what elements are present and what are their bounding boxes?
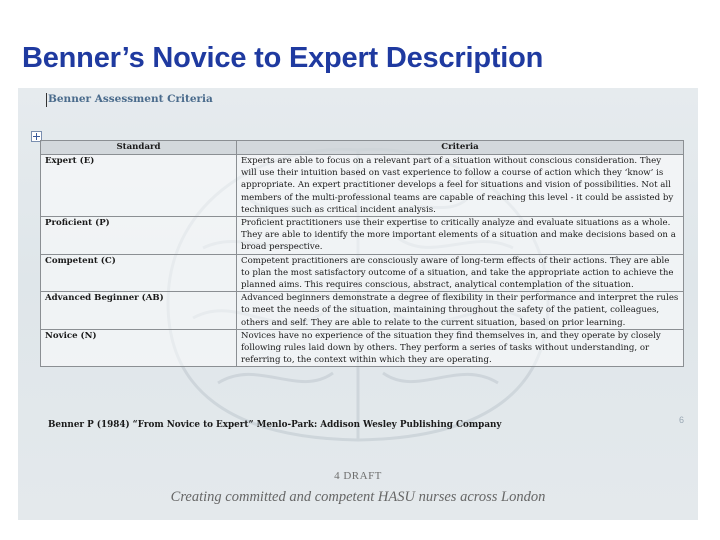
document-heading: Benner Assessment Criteria — [48, 93, 213, 105]
standard-cell: Novice (N) — [41, 329, 237, 367]
benner-criteria-table — [40, 140, 684, 367]
column-header-standard: Standard — [41, 141, 237, 155]
page-number: 6 — [679, 415, 685, 425]
table-row — [41, 292, 684, 330]
criteria-cell: Experts are able to focus on a relevant part of a situation without conscious consideration. They will use their intuition based on vast experience to follow a course of action which they ‘know’ is appropriate. An expert practitioner develops a feel for situations and vision of possibilities. Not all members of the multi-professional teams are capable of reaching this level - it could be assisted by techniques such as critical incident analysis. — [237, 155, 684, 217]
slide-title: Benner’s Novice to Expert Description — [22, 42, 544, 74]
standard-cell: Proficient (P) — [41, 217, 237, 255]
document-panel — [18, 88, 698, 520]
table-row — [41, 155, 684, 217]
table-header-row — [41, 141, 684, 155]
column-header-criteria: Criteria — [237, 141, 684, 155]
standard-cell: Advanced Beginner (AB) — [41, 292, 237, 330]
table-row — [41, 254, 684, 292]
standard-cell: Competent (C) — [41, 254, 237, 292]
draft-label: 4 DRAFT — [334, 470, 382, 482]
criteria-cell: Advanced beginners demonstrate a degree of flexibility in their performance and interpret the rules to meet the needs of the situation, maintaining throughout the safety of the patient, colleagues, others and self. They are able to relate to the current situation, based on prior learning. — [237, 292, 684, 330]
criteria-cell: Competent practitioners are consciously aware of long-term effects of their actions. They are able to plan the most satisfactory outcome of a situation, and take the appropriate action to achieve the planned aims. This requires conscious, abstract, analytical contemplation of the situation. — [237, 254, 684, 292]
reference-citation: Benner P (1984) “From Novice to Expert” Menlo-Park: Addison Wesley Publishing Company — [48, 420, 502, 430]
table-row — [41, 329, 684, 367]
criteria-cell: Novices have no experience of the situation they find themselves in, and they operate by closely following rules laid down by others. They perform a series of tasks without understanding, or referring to, the context within which they are operating. — [237, 329, 684, 367]
criteria-cell: Proficient practitioners use their expertise to critically analyze and evaluate situations as a whole. They are able to identify the more important elements of a situation and make decisions based on a broad perspective. — [237, 217, 684, 255]
text-cursor — [46, 93, 47, 107]
standard-cell: Expert (E) — [41, 155, 237, 217]
footer-tagline: Creating committed and competent HASU nurses across London — [170, 489, 546, 505]
table-row — [41, 217, 684, 255]
